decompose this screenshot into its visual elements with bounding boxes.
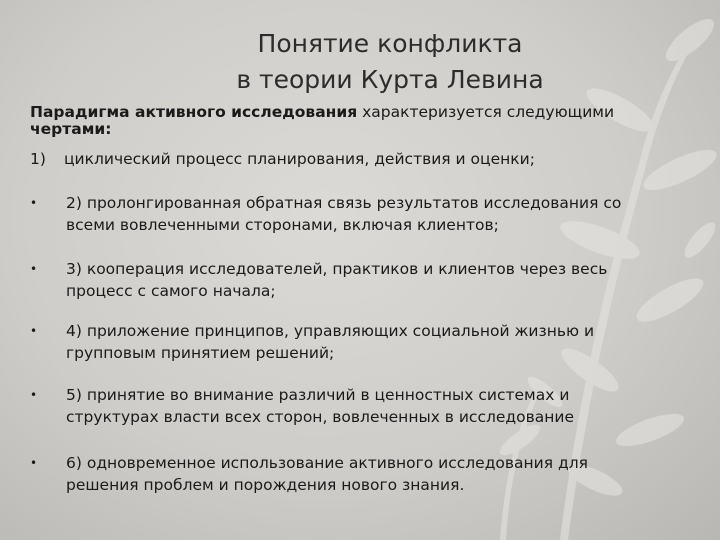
list-item-line-1: 3) кооперация исследователей, практиков и клиентов через весь (66, 260, 608, 278)
first-feature-text: циклический процесс планирования, действия и оценки; (64, 150, 535, 168)
bullet-icon: • (30, 324, 38, 338)
list-item-line-2: решения проблем и порождения нового знания. (66, 476, 465, 494)
list-item-line-2: всеми вовлеченными сторонами, включая клиентов; (66, 216, 499, 234)
bullet-icon: • (30, 196, 38, 210)
list-item-line-2: структурах власти всех сторон, вовлеченных в исследование (66, 408, 574, 426)
bullet-icon: • (30, 456, 38, 470)
list-item-line-2: групповым принятием решений; (66, 344, 335, 362)
first-feature (30, 150, 535, 168)
intro-bold-term: Парадигма активного исследования (30, 103, 358, 121)
list-item-line-2: процесс с самого начала; (66, 282, 276, 300)
intro-text: характеризуется следующими (357, 103, 615, 121)
bullet-icon: • (30, 262, 38, 276)
intro-bold-features: чертами: (30, 120, 112, 138)
list-item-line-1: 5) принятие во внимание различий в ценностных системах и (66, 386, 570, 404)
list-item-line-1: 2) пролонгированная обратная связь результатов исследования со (66, 194, 622, 212)
intro-paragraph (30, 104, 670, 138)
bullet-icon: • (30, 388, 38, 402)
list-item-line-1: 4) приложение принципов, управляющих социальной жизнью и (66, 322, 595, 340)
first-feature-number: 1) (30, 150, 46, 168)
title-line-1: Понятие конфликта (257, 29, 523, 58)
title-line-2: в теории Курта Левина (236, 65, 544, 94)
list-item-line-1: 6) одновременное использование активного исследования для (66, 454, 588, 472)
slide-title (200, 26, 580, 98)
